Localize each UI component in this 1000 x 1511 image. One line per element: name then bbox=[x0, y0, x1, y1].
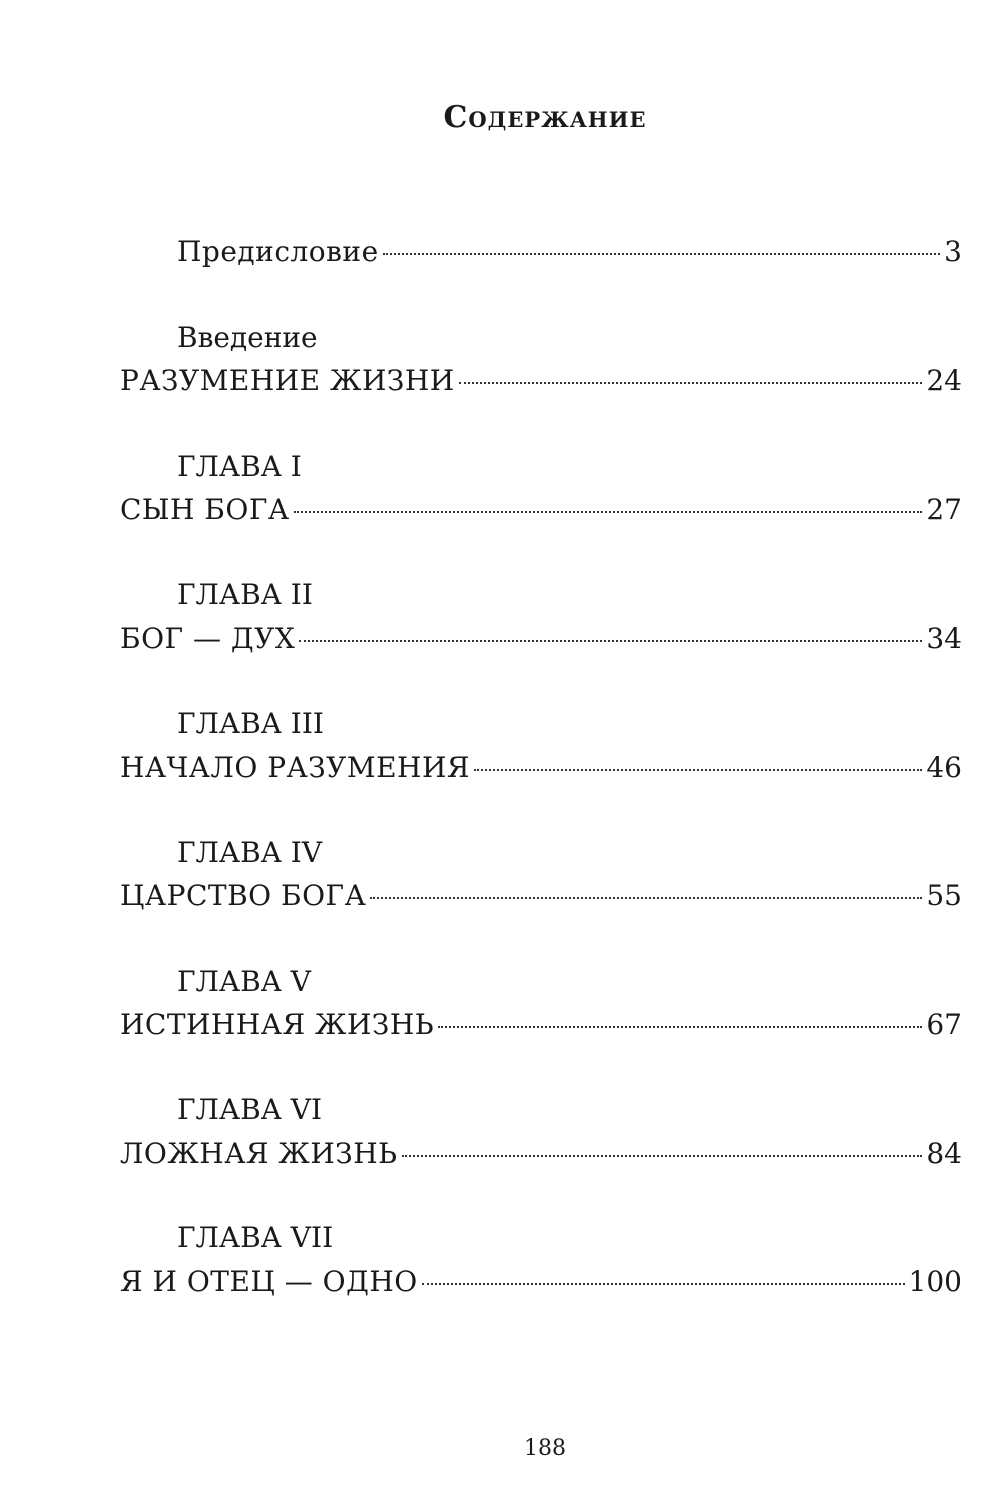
chapter-heading: ГЛАВА III bbox=[177, 707, 324, 740]
dot-leader bbox=[294, 511, 923, 513]
chapter-heading: ГЛАВА I bbox=[177, 450, 302, 483]
toc-page-number: 3 bbox=[944, 235, 962, 268]
chapter-heading: ГЛАВА II bbox=[177, 578, 313, 611]
toc-entry-label: ЦАРСТВО БОГА bbox=[120, 879, 367, 912]
toc-entry-chapter[interactable] bbox=[120, 1264, 962, 1300]
dot-leader bbox=[383, 253, 941, 255]
toc-entry-introduction[interactable] bbox=[120, 363, 962, 399]
dot-leader bbox=[422, 1283, 905, 1285]
chapter-heading: ГЛАВА VII bbox=[177, 1221, 334, 1254]
dot-leader bbox=[299, 640, 922, 642]
dot-leader bbox=[459, 382, 923, 384]
toc-entry-chapter[interactable] bbox=[120, 621, 962, 657]
page-title: Содержание bbox=[443, 100, 647, 135]
toc-entry-label: ЛОЖНАЯ ЖИЗНЬ bbox=[120, 1137, 398, 1170]
toc-page-number: 100 bbox=[908, 1265, 962, 1298]
toc-entry-chapter[interactable] bbox=[120, 1136, 962, 1172]
chapter-heading: ГЛАВА VI bbox=[177, 1093, 323, 1126]
dot-leader bbox=[402, 1155, 923, 1157]
toc-entry-chapter[interactable] bbox=[120, 750, 962, 786]
page-number: 188 bbox=[524, 1436, 566, 1461]
toc-entry-preface[interactable] bbox=[177, 234, 962, 270]
dot-leader bbox=[474, 769, 922, 771]
dot-leader bbox=[370, 897, 922, 899]
toc-entry-chapter[interactable] bbox=[120, 878, 962, 914]
toc-page-number: 24 bbox=[926, 364, 962, 397]
toc-entry-label: РАЗУМЕНИЕ ЖИЗНИ bbox=[120, 364, 455, 397]
toc-page-number: 46 bbox=[926, 751, 962, 784]
introduction-heading: Введение bbox=[177, 321, 318, 354]
toc-entry-label: НАЧАЛО РАЗУМЕНИЯ bbox=[120, 751, 470, 784]
toc-entry-chapter[interactable] bbox=[120, 1007, 962, 1043]
toc-entry-label: Предисловие bbox=[177, 235, 379, 268]
toc-entry-label: СЫН БОГА bbox=[120, 493, 290, 526]
toc-entry-chapter[interactable] bbox=[120, 492, 962, 528]
dot-leader bbox=[438, 1026, 922, 1028]
chapter-heading: ГЛАВА V bbox=[177, 965, 312, 998]
toc-entry-label: ИСТИННАЯ ЖИЗНЬ bbox=[120, 1008, 435, 1041]
toc-entry-label: Я И ОТЕЦ — ОДНО bbox=[120, 1265, 418, 1298]
toc-page-number: 84 bbox=[926, 1137, 962, 1170]
toc-page-number: 27 bbox=[926, 493, 962, 526]
toc-entry-label: БОГ — ДУХ bbox=[120, 622, 296, 655]
toc-page-number: 34 bbox=[926, 622, 962, 655]
toc-page-number: 67 bbox=[926, 1008, 962, 1041]
toc-page-number: 55 bbox=[926, 879, 962, 912]
chapter-heading: ГЛАВА IV bbox=[177, 836, 323, 869]
